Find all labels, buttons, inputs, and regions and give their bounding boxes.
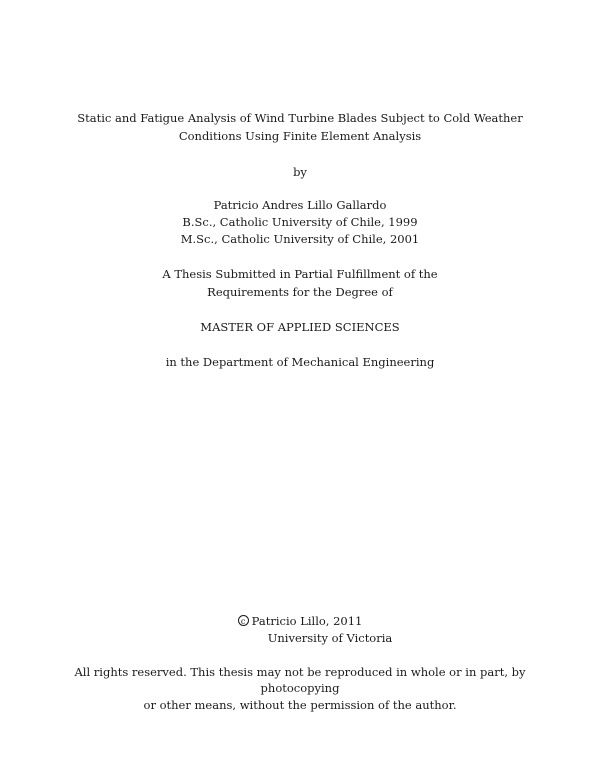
degree-name: MASTER OF APPLIED SCIENCES xyxy=(200,320,400,334)
rights-statement-line-2: photocopying xyxy=(260,681,340,695)
author-degree-bsc: B.Sc., Catholic University of Chile, 1999 xyxy=(182,215,418,229)
thesis-title-line-1: Static and Fatigue Analysis of Wind Turbine Blades Subject to Cold Weather xyxy=(77,111,523,125)
copyright-holder: Patricio Lillo, 2011 xyxy=(251,614,363,628)
copyright-icon: c xyxy=(238,615,249,626)
rights-statement-line-1: All rights reserved. This thesis may not be reproduced in whole or in part, by xyxy=(74,665,526,679)
submission-statement-line-2: Requirements for the Degree of xyxy=(207,285,393,299)
author-degree-msc: M.Sc., Catholic University of Chile, 2001 xyxy=(180,232,420,246)
author-name: Patricio Andres Lillo Gallardo xyxy=(213,198,387,212)
copyright-line xyxy=(0,613,600,629)
department: in the Department of Mechanical Engineering xyxy=(165,355,435,369)
submission-statement-line-1: A Thesis Submitted in Partial Fulfillment of the xyxy=(162,267,438,281)
by-label: by xyxy=(293,165,307,179)
university-name: University of Victoria xyxy=(267,631,393,645)
rights-statement-line-3: or other means, without the permission of the author. xyxy=(143,698,457,712)
thesis-title-line-2: Conditions Using Finite Element Analysis xyxy=(178,129,422,143)
